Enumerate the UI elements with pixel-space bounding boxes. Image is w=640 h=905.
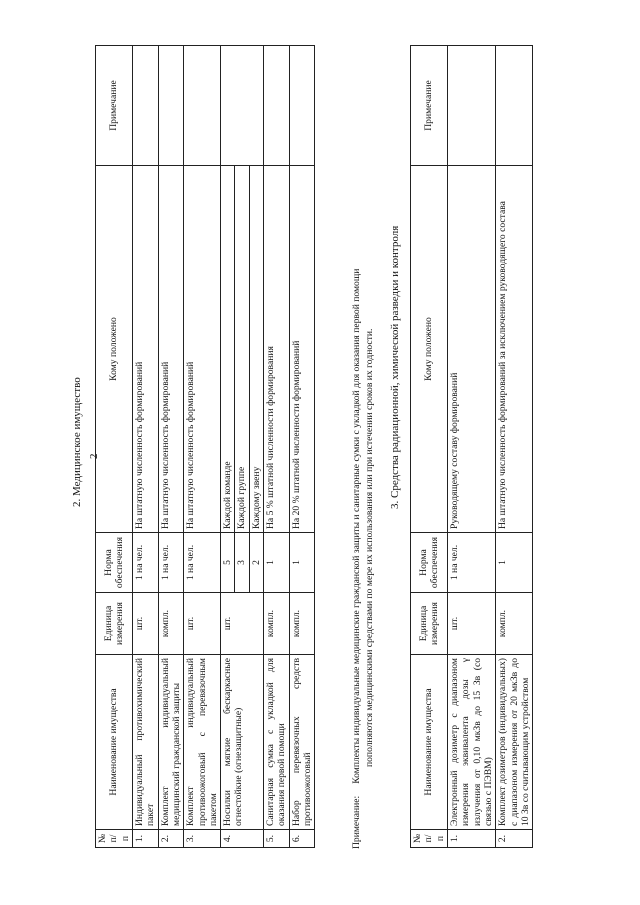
row-name: Комплект дозиметров (индивидуальных) с диапазоном измерения от 20 мкЗв до 10 Зв со считывающим устройством [496,655,533,830]
header-norm: Норма обеспечения [411,533,448,593]
section-3-title: 3. Средства радиационной, химической разведки и контроля [389,225,401,509]
header-norm: Норма обеспечения [96,533,133,593]
header-unit: Единица измерения [96,593,133,655]
medical-property-table [95,45,315,848]
row-whom: Каждой группе [235,166,249,533]
page-number: 2 [88,453,100,459]
table-row [289,46,315,848]
row-num: 1. [447,830,495,848]
header-note: Примечание [96,46,133,166]
row-norm: 1 [289,533,315,593]
remark-label: Примечание: [351,795,362,849]
row-norm: 1 на чел. [184,533,221,593]
row-unit: шт. [132,593,158,655]
row-name: Набор перевязочных средств противоожоговый [289,655,315,830]
section-2-title: 2. Медицинское имущество [71,377,83,507]
row-note [184,46,221,166]
row-unit: компл. [264,593,290,655]
row-whom: На штатную численность формирований за исключением руководящего состава [496,166,533,533]
row-norm: 3 [235,533,249,593]
row-unit: компл. [289,593,315,655]
row-num: 1. [132,830,158,848]
row-whom: На 5 % штатной численности формирования [264,166,290,533]
table-row [264,46,290,848]
header-note: Примечание [411,46,448,166]
table-row [496,46,533,848]
row-num: 2. [158,830,184,848]
row-norm: 1 на чел. [447,533,495,593]
row-whom: На 20 % штатной численности формирований [289,166,315,533]
row-whom: На штатную численность формирований [158,166,184,533]
row-name: Санитарная сумка с укладкой для оказания первой помощи [264,655,290,830]
row-unit: шт. [184,593,221,655]
table-row [158,46,184,848]
row-unit: шт. [221,593,264,655]
row-whom: Каждому звену [249,166,263,533]
row-note [496,46,533,166]
row-note [447,46,495,166]
row-name: Электронный дозиметр с диапазоном измерения эквивалента дозы γ излучения от 0,10 мкЗв до 15 Зв (со связью с ПЭВМ) [447,655,495,830]
header-num: № п/п [411,830,448,848]
row-note [289,46,315,166]
row-norm: 1 на чел. [132,533,158,593]
table-header-row [96,46,133,848]
row-unit: шт. [447,593,495,655]
row-note [132,46,158,166]
row-note [158,46,184,166]
header-whom: Кому положено [96,166,133,533]
row-norm: 1 на чел. [158,533,184,593]
remark-text-1: Комплекты индивидуальные медицинские гражданской защиты и санитарные сумки с укладкой для оказания первой помощи [351,268,362,784]
table-row [447,46,495,848]
table-header-row [411,46,448,848]
table-row [221,46,235,848]
header-num: № п/п [96,830,133,848]
row-num: 2. [496,830,533,848]
row-num: 4. [221,830,264,848]
table-row [184,46,221,848]
row-whom: Каждой команде [221,166,235,533]
row-name: Индивидуальный противохимический пакет [132,655,158,830]
header-name: Наименование имущества [411,655,448,830]
row-whom: Руководящему составу формирований [447,166,495,533]
row-norm: 1 [264,533,290,593]
table-row [132,46,158,848]
remark-line-2: пополняются медицинскими средствами по мере их использования или при истечении сроков их годности. [364,328,375,767]
header-whom: Кому положено [411,166,448,533]
row-name: Комплект индивидуальный противоожоговый с перевязочным пакетом [184,655,221,830]
row-whom: На штатную численность формирований [184,166,221,533]
row-unit: компл. [496,593,533,655]
remark-line-1 [351,49,363,849]
row-norm: 1 [496,533,533,593]
row-name: Носилки мягкие бескаркасные огнестойкие (огнезащитные) [221,655,264,830]
row-num: 3. [184,830,221,848]
row-unit: компл. [158,593,184,655]
row-note [221,46,264,166]
row-norm: 2 [249,533,263,593]
header-unit: Единица измерения [411,593,448,655]
row-norm: 5 [221,533,235,593]
radiation-control-table [410,45,533,848]
row-whom: На штатную численность формирований [132,166,158,533]
row-num: 6. [289,830,315,848]
row-note [264,46,290,166]
row-name: Комплект индивидуальный медицинский гражданской защиты [158,655,184,830]
header-name: Наименование имущества [96,655,133,830]
row-num: 5. [264,830,290,848]
